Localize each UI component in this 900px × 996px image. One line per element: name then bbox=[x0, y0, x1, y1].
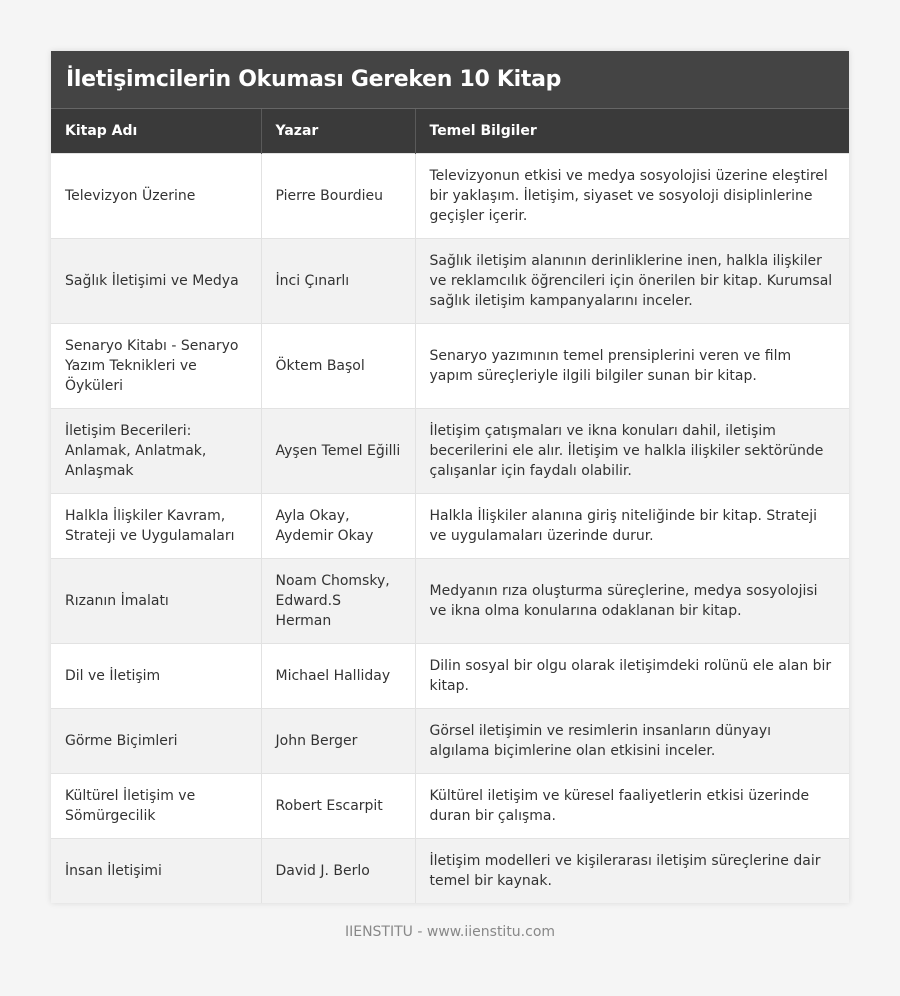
cell-author: Michael Halliday bbox=[261, 643, 415, 708]
cell-book-title: Rızanın İmalatı bbox=[51, 558, 261, 643]
cell-author: Noam Chomsky, Edward.S Herman bbox=[261, 558, 415, 643]
cell-key-info: Halkla İlişkiler alanına giriş niteliğinde bir kitap. Strateji ve uygulamaları üzerinde durur. bbox=[415, 493, 849, 558]
cell-author: John Berger bbox=[261, 708, 415, 773]
cell-author: Ayla Okay, Aydemir Okay bbox=[261, 493, 415, 558]
cell-book-title: Sağlık İletişimi ve Medya bbox=[51, 238, 261, 323]
cell-key-info: Görsel iletişimin ve resimlerin insanların dünyayı algılama biçimlerine olan etkisini inceler. bbox=[415, 708, 849, 773]
table-row bbox=[51, 153, 849, 238]
table-row bbox=[51, 493, 849, 558]
cell-key-info: İletişim modelleri ve kişilerarası iletişim süreçlerine dair temel bir kaynak. bbox=[415, 838, 849, 903]
cell-author: Robert Escarpit bbox=[261, 773, 415, 838]
table-title: İletişimcilerin Okuması Gereken 10 Kitap bbox=[51, 51, 849, 109]
books-table bbox=[51, 109, 849, 903]
header-author: Yazar bbox=[261, 109, 415, 153]
table-row bbox=[51, 323, 849, 408]
table-row bbox=[51, 558, 849, 643]
cell-author: Pierre Bourdieu bbox=[261, 153, 415, 238]
cell-key-info: Televizyonun etkisi ve medya sosyolojisi üzerine eleştirel bir yaklaşım. İletişim, siyaset ve sosyoloji disiplinlerine geçişler içerir. bbox=[415, 153, 849, 238]
header-book-title: Kitap Adı bbox=[51, 109, 261, 153]
cell-book-title: Halkla İlişkiler Kavram, Strateji ve Uygulamaları bbox=[51, 493, 261, 558]
books-table-card bbox=[51, 51, 849, 903]
cell-book-title: Senaryo Kitabı - Senaryo Yazım Teknikleri ve Öyküleri bbox=[51, 323, 261, 408]
cell-book-title: Dil ve İletişim bbox=[51, 643, 261, 708]
table-body bbox=[51, 153, 849, 903]
table-row bbox=[51, 643, 849, 708]
cell-key-info: Dilin sosyal bir olgu olarak iletişimdeki rolünü ele alan bir kitap. bbox=[415, 643, 849, 708]
cell-book-title: Kültürel İletişim ve Sömürgecilik bbox=[51, 773, 261, 838]
cell-author: Ayşen Temel Eğilli bbox=[261, 408, 415, 493]
table-row bbox=[51, 238, 849, 323]
cell-key-info: Sağlık iletişim alanının derinliklerine inen, halkla ilişkiler ve reklamcılık öğrencileri için önerilen bir kitap. Kurumsal sağlık iletişim kampanyalarını inceler. bbox=[415, 238, 849, 323]
header-key-info: Temel Bilgiler bbox=[415, 109, 849, 153]
footer-credit: IIENSTITU - www.iienstitu.com bbox=[344, 924, 556, 940]
cell-author: Öktem Başol bbox=[261, 323, 415, 408]
table-row bbox=[51, 773, 849, 838]
cell-key-info: Medyanın rıza oluşturma süreçlerine, medya sosyolojisi ve ikna olma konularına odaklanan bir kitap. bbox=[415, 558, 849, 643]
cell-key-info: İletişim çatışmaları ve ikna konuları dahil, iletişim becerilerini ele alır. İletişim ve halkla ilişkiler sektöründe çalışanlar için faydalı olabilir. bbox=[415, 408, 849, 493]
table-row bbox=[51, 408, 849, 493]
cell-author: David J. Berlo bbox=[261, 838, 415, 903]
cell-book-title: İnsan İletişimi bbox=[51, 838, 261, 903]
header-row bbox=[51, 109, 849, 153]
cell-book-title: Görme Biçimleri bbox=[51, 708, 261, 773]
cell-author: İnci Çınarlı bbox=[261, 238, 415, 323]
cell-key-info: Senaryo yazımının temel prensiplerini veren ve film yapım süreçleriyle ilgili bilgiler sunan bir kitap. bbox=[415, 323, 849, 408]
cell-key-info: Kültürel iletişim ve küresel faaliyetlerin etkisi üzerinde duran bir çalışma. bbox=[415, 773, 849, 838]
table-row bbox=[51, 838, 849, 903]
table-row bbox=[51, 708, 849, 773]
cell-book-title: İletişim Becerileri: Anlamak, Anlatmak, Anlaşmak bbox=[51, 408, 261, 493]
cell-book-title: Televizyon Üzerine bbox=[51, 153, 261, 238]
